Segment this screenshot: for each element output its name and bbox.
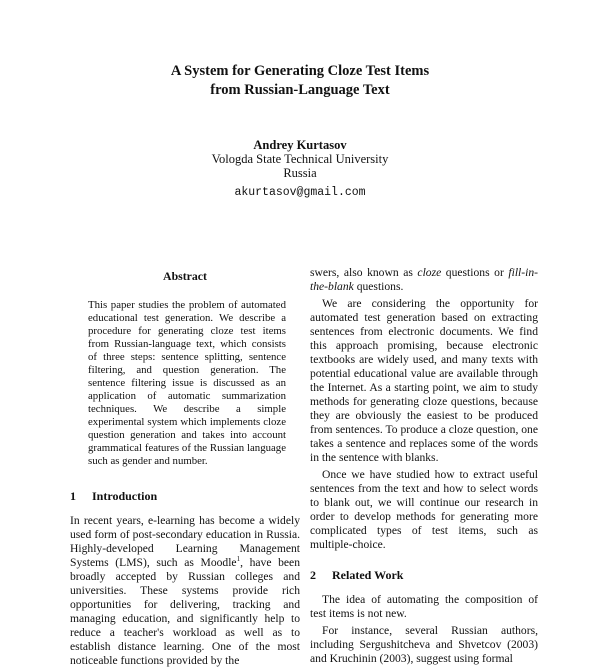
related-paragraph-1: The idea of automating the composition of test items is not new. <box>310 593 538 620</box>
section-title: Introduction <box>92 489 158 503</box>
right-column <box>310 266 538 666</box>
author-block <box>0 138 600 200</box>
paper-title <box>0 62 600 100</box>
intro-text-b: , have been broadly accepted by Russian colleges and universities. These systems provide rich opportunities for delivering, tracking and managing education, and significantly help to reduce a teacher's workload as well as to establish distance learning. One of the most noticeable functions provided by the <box>70 556 300 667</box>
author-country: Russia <box>283 166 317 180</box>
title-line-1: A System for Generating Cloze Test Items <box>170 63 430 79</box>
intro-paragraph <box>70 514 300 668</box>
cont-text-c: questions. <box>353 280 404 293</box>
intro-paragraph-2: We are considering the opportunity for automated test generation based on extracting sentences from electronic documents. We find this approach promising, because electronic textbooks are widely used, and many texts with potential educational value are available through the Internet. As a starting point, we aim to study methods for generating cloze questions, because they are obviously the easiest to be produced from sentences. To produce a cloze question, one takes a sentence and replaces some of the words in the sentence with blanks. <box>310 297 538 464</box>
section-number: 1 <box>70 489 76 503</box>
intro-text-a: In recent years, e-learning has become a widely used form of post-secondary education in Russia. Highly-developed Learning Management Systems (LMS), such as Moodle <box>70 514 300 569</box>
abstract-heading: Abstract <box>163 269 207 283</box>
left-column <box>70 266 300 668</box>
cont-emphasis-cloze: cloze <box>417 266 442 279</box>
title-line-2: from Russian-Language Text <box>210 82 390 98</box>
author-affiliation: Vologda State Technical University <box>211 152 389 166</box>
cont-text-b: questions or <box>441 266 509 279</box>
section-heading-introduction <box>70 489 300 503</box>
author-name: Andrey Kurtasov <box>253 138 347 152</box>
section-title: Related Work <box>332 568 404 582</box>
cont-text-a: swers, also known as <box>310 266 418 279</box>
abstract-text: This paper studies the problem of automated educational test generation. We describe a procedure for generating cloze test items from Russian-language text, which consists of three steps: sentence splitting, sentence filtering, and question generation. The sentence filtering issue is discussed as an application of automatic summarization techniques. We describe a simple experimental system which implements cloze question generation and takes into account grammatical features of the Russian language such as gender and number. <box>88 299 286 467</box>
intro-continuation <box>310 266 538 294</box>
section-number: 2 <box>310 568 316 582</box>
related-paragraph-2: For instance, several Russian authors, including Sergushitcheva and Shvetcov (2003) and Kruchinin (2003), suggest using formal <box>310 624 538 665</box>
section-heading-related-work <box>310 568 538 582</box>
author-email[interactable]: akurtasov@gmail.com <box>234 186 366 199</box>
footnote-marker[interactable]: 1 <box>236 555 241 564</box>
cont-emphasis-fill-in: fill-in-the-blank <box>310 266 538 293</box>
intro-paragraph-3: Once we have studied how to extract useful sentences from the text and how to select words to blank out, we will continue our research in order to develop methods for generating more complicated types of test items, such as multiple-choice. <box>310 468 538 551</box>
